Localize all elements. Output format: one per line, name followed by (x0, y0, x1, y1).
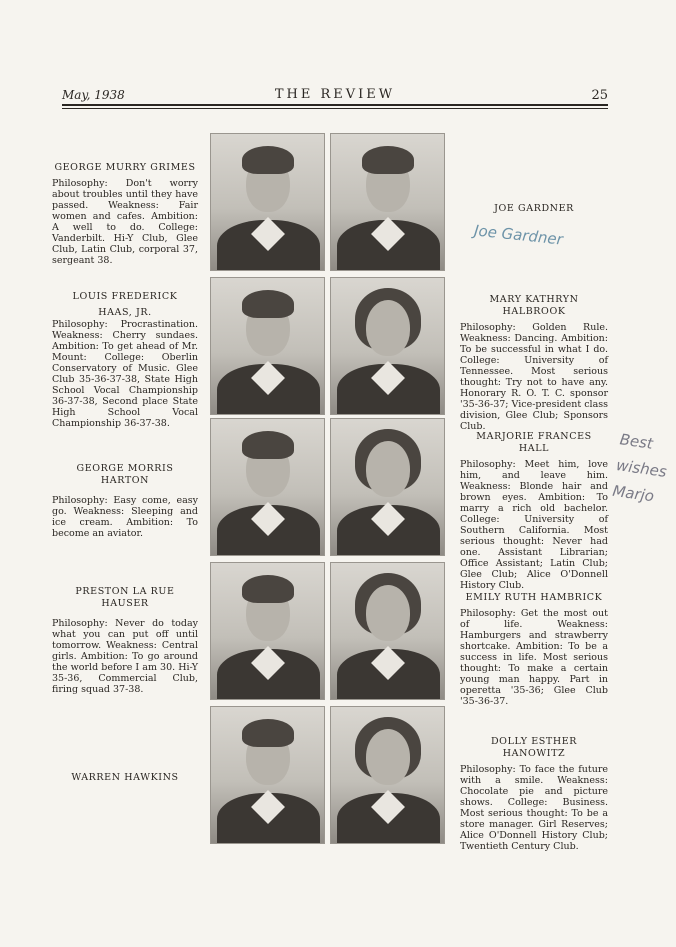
student-portrait (330, 418, 445, 556)
student-entry (460, 431, 608, 591)
header-date: May, 1938 (62, 88, 125, 102)
student-name: GEORGE MORRIS HARTON (76, 463, 174, 486)
student-portrait (210, 706, 325, 844)
header-title: THE REVIEW (274, 87, 396, 102)
student-entry (460, 736, 608, 852)
student-entry (52, 291, 198, 429)
signature: Joe Gardner (473, 221, 564, 249)
student-bio: Philosophy: Never do today what you can put off until tomorrow. Weakness: Central girls. Ambition: To go around the world before I am 30. Hi-Y 35-36, Commercial Club, firing squad 37-38. (52, 618, 198, 695)
margin-line: wishes (615, 456, 668, 481)
student-entry (460, 592, 608, 707)
student-name: MARJORIE FRANCES HALL (476, 431, 592, 454)
student-name: LOUIS FREDERICK (72, 291, 178, 302)
student-entry (52, 586, 198, 695)
student-portrait (330, 706, 445, 844)
student-portrait (210, 562, 325, 700)
student-name-suffix: HAAS, JR. (98, 307, 152, 318)
margin-line: Marjo (611, 481, 656, 506)
student-entry (52, 772, 198, 784)
student-name: MARY KATHRYN (489, 294, 579, 305)
student-portrait (330, 133, 445, 271)
student-portrait (330, 277, 445, 415)
margin-line: Best (618, 430, 655, 453)
student-name: EMILY RUTH HAMBRICK (465, 592, 603, 603)
student-name: GEORGE MURRY GRIMES (54, 162, 196, 173)
student-bio: Philosophy: Procrastination. Weakness: Cherry sundaes. Ambition: To get ahead of Mr. Mount: College: Oberlin Conservatory of Music. Glee Club 35-36-37-38, State High School Vocal Championship 36-37-38, Second place State High School Vocal Championship 36-37-38. (52, 319, 198, 429)
student-portrait (210, 418, 325, 556)
student-portrait (330, 562, 445, 700)
header-rule (62, 104, 608, 106)
student-name: JOE GARDNER (494, 203, 574, 214)
student-bio: Philosophy: To face the future with a smile. Weakness: Chocolate pie and picture shows. College: Business. Most serious thought: To be a store manager. Girl Reserves; Alice O'Donnell History Club; Twentieth Century Club. (460, 764, 608, 852)
margin-handwriting (611, 426, 676, 511)
student-portrait (210, 133, 325, 271)
student-entry (460, 294, 608, 432)
student-bio: Philosophy: Golden Rule. Weakness: Dancing. Ambition: To be successful in what I do. College: University of Tennessee. Most serious thought: Try not to have any. Honorary R. O. T. C. sponsor '35-36-37; Vice-president class division, Glee Club; Sponsors Club. (460, 322, 608, 432)
header-rule-thin (62, 108, 608, 109)
student-entry (52, 162, 198, 266)
student-name: DOLLY ESTHER HANOWITZ (490, 736, 578, 759)
page-number: 25 (591, 88, 608, 103)
student-bio: Philosophy: Don't worry about troubles until they have passed. Weakness: Fair women and cafes. Ambition: A well to do. College: Vanderbilt. Hi-Y Club, Glee Club, Latin Club, corporal 37, sergeant 38. (52, 178, 198, 266)
student-portrait (210, 277, 325, 415)
student-name-line2: HALBROOK (502, 306, 566, 317)
student-entry (52, 463, 198, 539)
student-name: PRESTON LA RUE HAUSER (75, 586, 175, 609)
student-entry (460, 203, 608, 215)
student-bio: Philosophy: Easy come, easy go. Weakness: Sleeping and ice cream. Ambition: To become an aviator. (52, 495, 198, 539)
student-bio: Philosophy: Get the most out of life. Weakness: Hamburgers and strawberry shortcake. Ambition: To be a success in life. Most serious thought: To make a certain young man happy. Part in operetta '35-36; Glee Club '35-36-37. (460, 608, 608, 707)
student-name: WARREN HAWKINS (71, 772, 179, 783)
student-bio: Philosophy: Meet him, love him, and leave him. Weakness: Blonde hair and brown eyes. Ambition: To marry a rich old bachelor. College: University of Southern California. Most serious thought: Never had one. Assistant Librarian; Office Assistant; Latin Club; Glee Club; Alice O'Donnell History Club. (460, 459, 608, 591)
